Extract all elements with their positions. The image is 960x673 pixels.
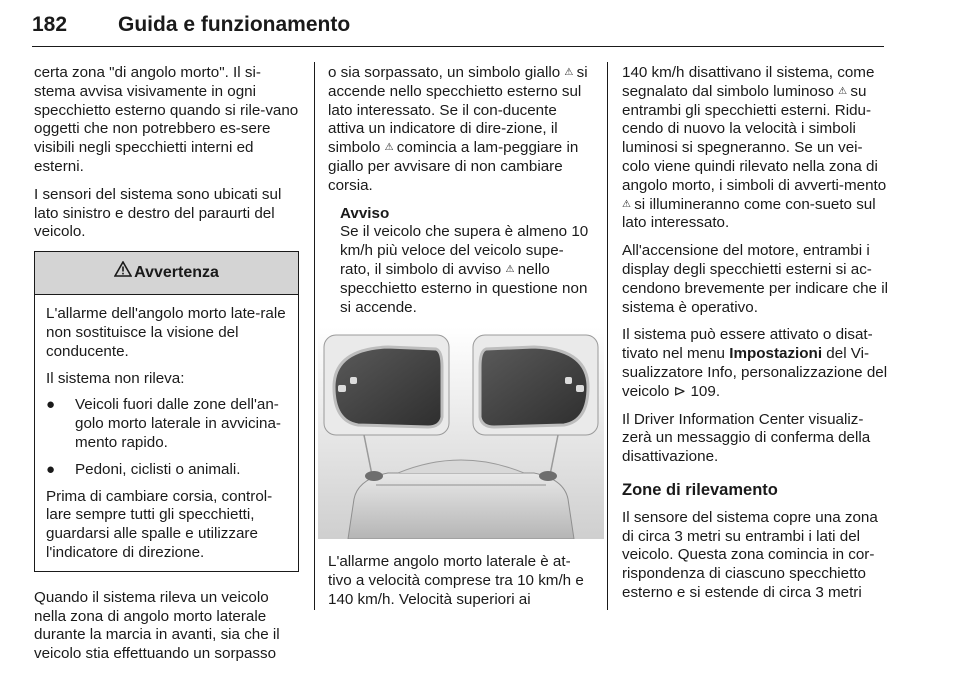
text-run: 140 km/h disattivano il sistema, come segnalato dal simbolo luminoso <box>622 64 875 100</box>
column-divider <box>314 62 315 610</box>
warning-box-header <box>35 252 298 295</box>
text-run: Il sistema può essere attivato o disat-tivato nel menu <box>622 326 873 363</box>
text-run: nello specchietto esterno in questione non si accende. <box>340 260 588 316</box>
column-middle <box>328 64 593 619</box>
column-left <box>34 64 299 673</box>
section-subheading: Zone di rilevamento <box>622 480 778 499</box>
warning-box-body <box>35 295 298 571</box>
paragraph: Il sensore del sistema copre una zona di circa 3 metri su entrambi i lati del veicolo. Questa zona comincia in cor-rispondenza di ciascuno specchietto esterno e si estende di circa 3 metri <box>622 508 878 601</box>
blind-spot-symbol-icon: ⚠ <box>622 198 630 210</box>
paragraph <box>622 326 888 401</box>
chapter-title: Guida e funzionamento <box>118 13 351 36</box>
text-run: Se il veicolo che supera è almeno 10 km/h più veloce del veicolo supe-rato, il simbolo di avviso <box>340 223 589 278</box>
bullet-dot: ● <box>46 396 56 414</box>
warning-title: Avvertenza <box>134 264 219 282</box>
menu-name: Impostazioni <box>729 345 823 363</box>
note-label: Avviso <box>340 204 390 222</box>
page-number: 182 <box>32 13 68 36</box>
paragraph: certa zona "di angolo morto". Il si-stema avvisa visivamente in ogni specchietto esterno quando si rile-vano oggetti che non potrebbero es-sere visibili negli specchietti interni ed esterni. <box>34 64 299 175</box>
paragraph: Quando il sistema rileva un veicolo nella zona di angolo morto laterale durante la marcia in avanti, sia che il veicolo stia effettuando un sorpasso <box>34 588 280 663</box>
bullet-text: Pedoni, ciclisti o animali. <box>75 460 241 478</box>
blind-spot-symbol-icon: ⚠ <box>505 263 514 275</box>
bullet-text: Veicoli fuori dalle zone dell'an-golo morto laterale in avvicina-mento rapido. <box>75 396 281 451</box>
paragraph <box>622 64 888 233</box>
paragraph: All'accensione del motore, entrambi i display degli specchietti esterni si ac-cendono brevemente per indicare che il sistema è operativo. <box>622 242 888 316</box>
warning-triangle-icon <box>114 252 132 294</box>
bullet-item <box>46 396 287 452</box>
blind-spot-symbol-icon: ⚠ <box>838 85 847 97</box>
warning-text: Prima di cambiare corsia, control-lare sempre tutti gli specchietti, guardarsi alle spalle e utilizzare l'indicatore di direzione. <box>46 487 273 561</box>
warning-text: L'allarme dell'angolo morto late-rale non sostituisce la visione del conducente. <box>46 305 286 360</box>
text-run: del Vi-sualizzatore Info, personalizzazione del veicolo <box>622 345 888 400</box>
bullet-item <box>46 461 287 480</box>
text-run: si illumineranno come con-sueto sul lato interessato. <box>622 195 876 232</box>
text-run: comincia a lam-peggiare in giallo per avvisare di non cambiare corsia. <box>328 139 579 194</box>
text-run: si accende nello specchietto esterno sul lato interessato. Se il con-ducente attiva un indicatore di dire-zione, il simbolo <box>328 64 588 157</box>
paragraph: L'allarme angolo morto laterale è at-tivo a velocità comprese tra 10 km/h e 140 km/h. Velocità superiori ai <box>328 553 584 608</box>
text-run: su entrambi gli specchietti esterni. Ridu-cendo di nuovo la velocità i simboli luminosi si spegneranno. Se un vei-colo viene quindi rilevato nella zona di angolo morto, i simboli di avverti-mento <box>622 82 887 194</box>
blind-spot-symbol-icon: ⚠ <box>384 142 393 154</box>
paragraph <box>328 64 593 196</box>
warning-box <box>34 251 299 572</box>
paragraph: I sensori del sistema sono ubicati sul lato sinistro e destro del paraurti del veicolo. <box>34 185 282 241</box>
warning-text: Il sistema non rileva: <box>46 369 185 387</box>
page-reference-arrow-icon: ⊳ <box>673 382 687 400</box>
text-run: o sia sorpassato, un simbolo giallo <box>328 64 561 81</box>
bullet-dot: ● <box>46 460 56 478</box>
note-block <box>328 205 593 318</box>
blind-spot-symbol-icon: ⚠ <box>564 67 573 78</box>
page-header <box>32 4 884 47</box>
mirror-illustration <box>318 327 604 539</box>
paragraph: Il Driver Information Center visualiz-zerà un messaggio di conferma della disattivazione. <box>622 410 871 466</box>
page-reference-link[interactable]: 109. <box>690 382 721 400</box>
column-divider <box>607 62 608 610</box>
column-right <box>622 64 888 612</box>
